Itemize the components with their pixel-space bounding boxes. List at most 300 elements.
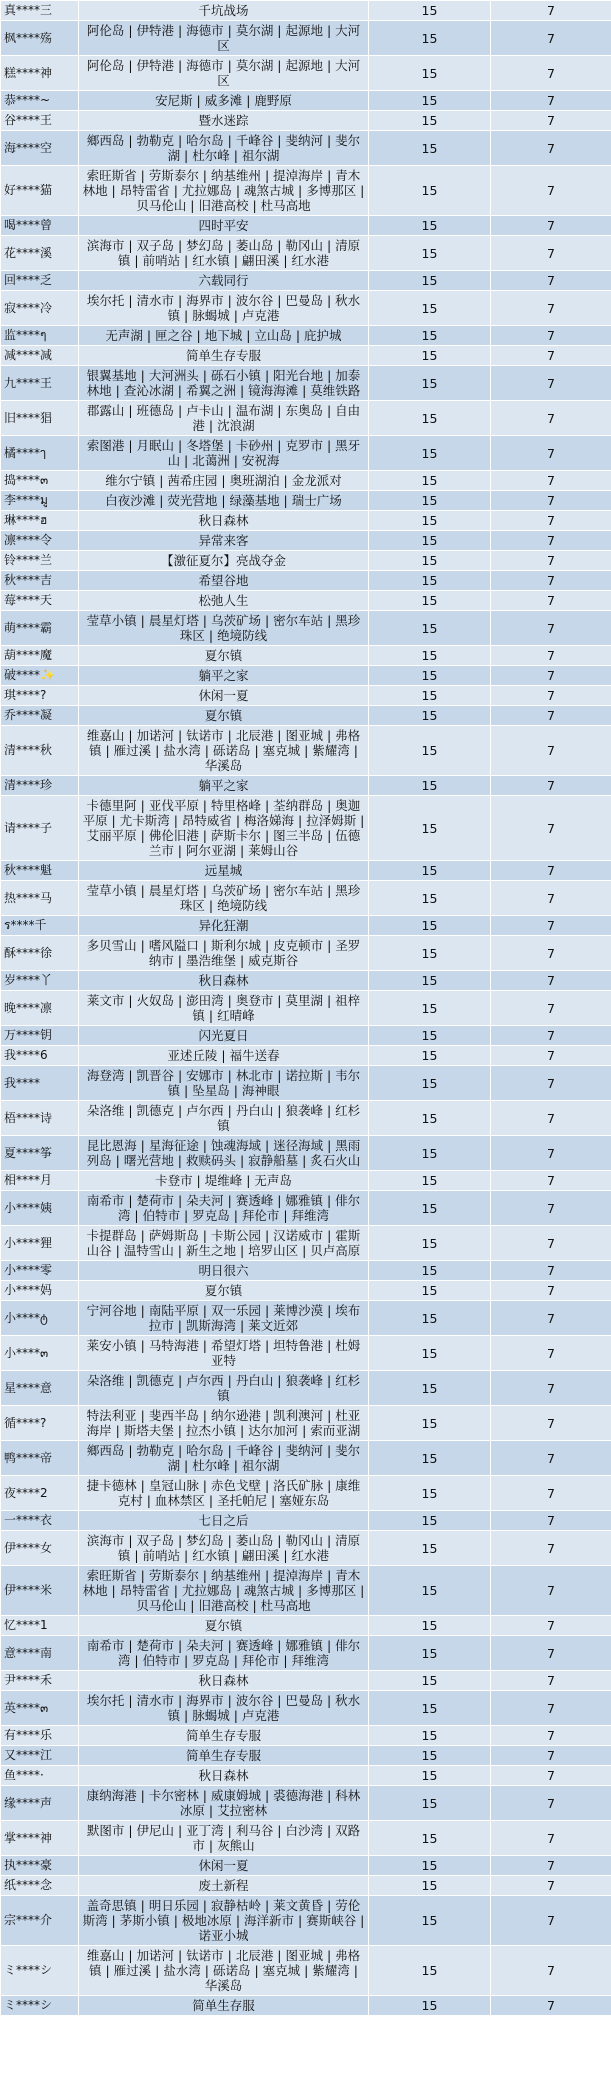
table-row xyxy=(1,91,611,111)
count-cell: 7 xyxy=(491,861,611,881)
count-cell: 7 xyxy=(491,531,611,551)
level-cell: 15 xyxy=(369,1,491,21)
player-name-cell: 铃****兰 xyxy=(1,551,79,571)
server-list-cell: 维嘉山 | 加诺河 | 钛诺市 | 北辰港 | 图亚城 | 弗格镇 | 雁过溪 | 盐水湾 | 砾诺岛 | 塞克城 | 紫耀湾 | 华溪岛 xyxy=(79,1946,369,1996)
count-cell: 7 xyxy=(491,1406,611,1441)
count-cell: 7 xyxy=(491,236,611,271)
level-cell: 15 xyxy=(369,551,491,571)
count-cell: 7 xyxy=(491,1136,611,1171)
count-cell: 7 xyxy=(491,1821,611,1856)
level-cell: 15 xyxy=(369,1026,491,1046)
player-name-cell: 小****零 xyxy=(1,1261,79,1281)
server-list-cell: 安尼斯 | 威多滩 | 鹿野原 xyxy=(79,91,369,111)
table-row xyxy=(1,686,611,706)
table-row xyxy=(1,1136,611,1171)
table-row xyxy=(1,1616,611,1636)
server-list-cell: 七日之后 xyxy=(79,1511,369,1531)
level-cell: 15 xyxy=(369,366,491,401)
count-cell: 7 xyxy=(491,1101,611,1136)
level-cell: 15 xyxy=(369,776,491,796)
server-list-cell: 鄉西岛 | 勃勒克 | 哈尔岛 | 千峰谷 | 斐纳河 | 斐尔湖 | 杜尔峰 | 祖尔湖 xyxy=(79,131,369,166)
server-list-cell: 索旺斯省 | 劳斯泰尔 | 纳基维州 | 提淖海岸 | 青木林地 | 昂特雷省 | 尤拉娜岛 | 魂煞古城 | 多博那区 | 贝马伦山 | 旧港高校 | 杜马高地 xyxy=(79,166,369,216)
level-cell: 15 xyxy=(369,1371,491,1406)
table-row xyxy=(1,1336,611,1371)
level-cell: 15 xyxy=(369,1171,491,1191)
server-list-cell: 埃尔托 | 清水市 | 海界市 | 波尔谷 | 巴曼岛 | 秋水镇 | 脉蝎城 | 卢克港 xyxy=(79,291,369,326)
server-list-cell: 莹草小镇 | 晨星灯塔 | 乌茨矿场 | 密尔车站 | 黑珍珠区 | 绝境防线 xyxy=(79,611,369,646)
server-list-cell: 休闲一夏 xyxy=(79,686,369,706)
player-name-cell: 糕****神 xyxy=(1,56,79,91)
level-cell: 15 xyxy=(369,611,491,646)
table-row xyxy=(1,366,611,401)
server-list-cell: 无声湖 | 匣之谷 | 地下城 | 立山岛 | 庇护城 xyxy=(79,326,369,346)
level-cell: 15 xyxy=(369,591,491,611)
level-cell: 15 xyxy=(369,726,491,776)
table-row xyxy=(1,1856,611,1876)
level-cell: 15 xyxy=(369,326,491,346)
player-name-cell: 小****狸 xyxy=(1,1226,79,1261)
table-row xyxy=(1,491,611,511)
player-name-cell: 请****子 xyxy=(1,796,79,861)
player-name-cell: 又****江 xyxy=(1,1746,79,1766)
player-name-cell: 有****乐 xyxy=(1,1726,79,1746)
level-cell: 15 xyxy=(369,216,491,236)
count-cell: 7 xyxy=(491,796,611,861)
server-list-cell: 秋日森林 xyxy=(79,511,369,531)
count-cell: 7 xyxy=(491,1476,611,1511)
level-cell: 15 xyxy=(369,646,491,666)
level-cell: 15 xyxy=(369,1301,491,1336)
player-name-cell: 小****姨 xyxy=(1,1191,79,1226)
table-row xyxy=(1,611,611,646)
server-list-cell: 维嘉山 | 加诺河 | 钛诺市 | 北辰港 | 图亚城 | 弗格镇 | 雁过溪 | 盐水湾 | 砾诺岛 | 塞克城 | 紫耀湾 | 华溪岛 xyxy=(79,726,369,776)
player-name-cell: 小****妈 xyxy=(1,1281,79,1301)
server-list-cell: 宁河谷地 | 南陆平原 | 双一乐园 | 莱博沙漠 | 埃布拉市 | 凯斯海湾 | 莱文近郊 xyxy=(79,1301,369,1336)
table-row xyxy=(1,1946,611,1996)
table-row xyxy=(1,1821,611,1856)
player-name-cell: 枫****殇 xyxy=(1,21,79,56)
count-cell: 7 xyxy=(491,571,611,591)
level-cell: 15 xyxy=(369,1636,491,1671)
player-name-cell: 寂****冷 xyxy=(1,291,79,326)
server-list-cell: 秋日森林 xyxy=(79,1766,369,1786)
table-row xyxy=(1,131,611,166)
level-cell: 15 xyxy=(369,991,491,1026)
server-list-cell: 夏尔镇 xyxy=(79,1616,369,1636)
level-cell: 15 xyxy=(369,271,491,291)
player-name-cell: 清****珍 xyxy=(1,776,79,796)
server-list-cell: 异化狂潮 xyxy=(79,916,369,936)
level-cell: 15 xyxy=(369,1511,491,1531)
table-row xyxy=(1,1691,611,1726)
level-cell: 15 xyxy=(369,1261,491,1281)
count-cell: 7 xyxy=(491,1766,611,1786)
table-row xyxy=(1,1191,611,1226)
server-list-cell: 秋日森林 xyxy=(79,971,369,991)
table-row xyxy=(1,1636,611,1671)
server-list-cell: 简单生存专服 xyxy=(79,1726,369,1746)
level-cell: 15 xyxy=(369,1066,491,1101)
level-cell: 15 xyxy=(369,111,491,131)
count-cell: 7 xyxy=(491,1996,611,2016)
count-cell: 7 xyxy=(491,1281,611,1301)
count-cell: 7 xyxy=(491,591,611,611)
table-row xyxy=(1,776,611,796)
player-name-cell: 海****空 xyxy=(1,131,79,166)
player-name-cell: 小****๓ xyxy=(1,1336,79,1371)
table-row xyxy=(1,436,611,471)
level-cell: 15 xyxy=(369,511,491,531)
player-name-cell: 鸭****帝 xyxy=(1,1441,79,1476)
table-row xyxy=(1,1511,611,1531)
level-cell: 15 xyxy=(369,1896,491,1946)
level-cell: 15 xyxy=(369,236,491,271)
player-name-cell: 捣****๓ xyxy=(1,471,79,491)
player-name-cell: 琳****ฮ xyxy=(1,511,79,531)
player-name-cell: 意****南 xyxy=(1,1636,79,1671)
player-name-cell: 掌****神 xyxy=(1,1821,79,1856)
level-cell: 15 xyxy=(369,1996,491,2016)
table-row xyxy=(1,511,611,531)
table-row xyxy=(1,291,611,326)
player-name-cell: 凛****令 xyxy=(1,531,79,551)
level-cell: 15 xyxy=(369,1856,491,1876)
player-name-cell: 夜****2 xyxy=(1,1476,79,1511)
player-name-cell: 我**** xyxy=(1,1066,79,1101)
player-name-cell: 花****溪 xyxy=(1,236,79,271)
level-cell: 15 xyxy=(369,1476,491,1511)
server-list-cell: 亚述丘陵 | 福牛送春 xyxy=(79,1046,369,1066)
server-list-cell: 阿伦岛 | 伊特港 | 海德市 | 莫尔湖 | 起源地 | 大河区 xyxy=(79,21,369,56)
count-cell: 7 xyxy=(491,551,611,571)
player-name-cell: 真****三 xyxy=(1,1,79,21)
table-row xyxy=(1,1531,611,1566)
level-cell: 15 xyxy=(369,571,491,591)
server-list-cell: 阿伦岛 | 伊特港 | 海德市 | 莫尔湖 | 起源地 | 大河区 xyxy=(79,56,369,91)
player-name-cell: 小****ტ xyxy=(1,1301,79,1336)
player-name-cell: 萌****霸 xyxy=(1,611,79,646)
table-row xyxy=(1,1766,611,1786)
level-cell: 15 xyxy=(369,1821,491,1856)
count-cell: 7 xyxy=(491,1691,611,1726)
player-name-cell: 梧****诗 xyxy=(1,1101,79,1136)
level-cell: 15 xyxy=(369,936,491,971)
table-row xyxy=(1,551,611,571)
server-list-cell: 简单生存专服 xyxy=(79,1746,369,1766)
player-name-cell: 乔****凝 xyxy=(1,706,79,726)
server-list-cell: 休闲一夏 xyxy=(79,1856,369,1876)
count-cell: 7 xyxy=(491,1786,611,1821)
count-cell: 7 xyxy=(491,91,611,111)
player-name-cell: 秋****魁 xyxy=(1,861,79,881)
count-cell: 7 xyxy=(491,1616,611,1636)
table-row xyxy=(1,1066,611,1101)
table-row xyxy=(1,166,611,216)
server-list-cell: 明日很六 xyxy=(79,1261,369,1281)
level-cell: 15 xyxy=(369,1766,491,1786)
table-row xyxy=(1,56,611,91)
server-list-cell: 异常来客 xyxy=(79,531,369,551)
level-cell: 15 xyxy=(369,1046,491,1066)
table-row xyxy=(1,1896,611,1946)
level-cell: 15 xyxy=(369,291,491,326)
table-row xyxy=(1,861,611,881)
player-name-cell: 伊****米 xyxy=(1,1566,79,1616)
player-name-cell: 宗****介 xyxy=(1,1896,79,1946)
count-cell: 7 xyxy=(491,491,611,511)
server-list-cell: 海登湾 | 凯晋谷 | 安娜市 | 林北市 | 诺拉斯 | 韦尔镇 | 坠星岛 | 海神眼 xyxy=(79,1066,369,1101)
count-cell: 7 xyxy=(491,611,611,646)
server-list-cell: 昆比恩海 | 星海征途 | 蚀魂海域 | 迷径海域 | 黑雨列岛 | 曙光营地 | 救赎码头 | 寂静船墓 | 炙石火山 xyxy=(79,1136,369,1171)
count-cell: 7 xyxy=(491,1261,611,1281)
table-row xyxy=(1,1746,611,1766)
server-list-cell: 松弛人生 xyxy=(79,591,369,611)
level-cell: 15 xyxy=(369,1406,491,1441)
table-row xyxy=(1,1671,611,1691)
level-cell: 15 xyxy=(369,1726,491,1746)
server-list-cell: 捷卡德林 | 皇冠山脉 | 赤色戈壁 | 洛氏矿脉 | 康维克村 | 血林禁区 | 圣托帕尼 | 塞娅东岛 xyxy=(79,1476,369,1511)
table-row xyxy=(1,1281,611,1301)
player-name-cell: 九****王 xyxy=(1,366,79,401)
level-cell: 15 xyxy=(369,1616,491,1636)
server-list-cell: 郡露山 | 班德岛 | 卢卡山 | 温布湖 | 东奥岛 | 自由港 | 沈浪湖 xyxy=(79,401,369,436)
count-cell: 7 xyxy=(491,1441,611,1476)
count-cell: 7 xyxy=(491,1856,611,1876)
level-cell: 15 xyxy=(369,346,491,366)
player-name-cell: 万****钥 xyxy=(1,1026,79,1046)
table-row xyxy=(1,1726,611,1746)
player-name-cell: 鱼****· xyxy=(1,1766,79,1786)
table-row xyxy=(1,216,611,236)
table-row xyxy=(1,706,611,726)
server-list-cell: 南希市 | 楚荷市 | 朵夫河 | 赛透峰 | 娜雅镇 | 俳尔湾 | 伯特市 | 罗克岛 | 拜伦市 | 拜维湾 xyxy=(79,1191,369,1226)
table-row xyxy=(1,1026,611,1046)
server-list-cell: 莱文市 | 火奴岛 | 澎田湾 | 奥登市 | 莫里湖 | 祖梓镇 | 红晴峰 xyxy=(79,991,369,1026)
count-cell: 7 xyxy=(491,1946,611,1996)
count-cell: 7 xyxy=(491,1566,611,1616)
level-cell: 15 xyxy=(369,1876,491,1896)
count-cell: 7 xyxy=(491,1636,611,1671)
count-cell: 7 xyxy=(491,1896,611,1946)
player-name-cell: 葫****魔 xyxy=(1,646,79,666)
level-cell: 15 xyxy=(369,131,491,166)
level-cell: 15 xyxy=(369,1786,491,1821)
count-cell: 7 xyxy=(491,1746,611,1766)
player-name-cell: 破****✨ xyxy=(1,666,79,686)
server-list-cell: 夏尔镇 xyxy=(79,706,369,726)
count-cell: 7 xyxy=(491,56,611,91)
player-name-cell: ミ****シ xyxy=(1,1996,79,2016)
table-row xyxy=(1,1301,611,1336)
level-cell: 15 xyxy=(369,491,491,511)
level-cell: 15 xyxy=(369,881,491,916)
count-cell: 7 xyxy=(491,666,611,686)
server-list-cell: 远星城 xyxy=(79,861,369,881)
server-list-cell: 索图港 | 月眠山 | 冬塔堡 | 卡砂州 | 克罗市 | 黑牙山 | 北蔼洲 | 安祝海 xyxy=(79,436,369,471)
table-row xyxy=(1,591,611,611)
server-list-cell: 埃尔托 | 清水市 | 海界市 | 波尔谷 | 巴曼岛 | 秋水镇 | 脉蝎城 | 卢克港 xyxy=(79,1691,369,1726)
table-row xyxy=(1,1996,611,2016)
count-cell: 7 xyxy=(491,881,611,916)
player-name-cell: 监****ๆ xyxy=(1,326,79,346)
count-cell: 7 xyxy=(491,401,611,436)
count-cell: 7 xyxy=(491,511,611,531)
server-list-cell: 特法利亚 | 斐西半岛 | 纳尔逊港 | 凯利澳河 | 杜亚海岸 | 斯塔夫堡 | 拉杰小镇 | 达尔加河 | 索而亚湖 xyxy=(79,1406,369,1441)
count-cell: 7 xyxy=(491,271,611,291)
server-list-cell: 躺平之家 xyxy=(79,776,369,796)
level-cell: 15 xyxy=(369,1671,491,1691)
player-name-cell: 缘****声 xyxy=(1,1786,79,1821)
table-row xyxy=(1,471,611,491)
count-cell: 7 xyxy=(491,646,611,666)
table-row xyxy=(1,1476,611,1511)
level-cell: 15 xyxy=(369,686,491,706)
count-cell: 7 xyxy=(491,216,611,236)
table-row xyxy=(1,991,611,1026)
player-name-cell: 橘****ๅ xyxy=(1,436,79,471)
server-list-cell: 秋日森林 xyxy=(79,1671,369,1691)
server-list-cell: 朵洛维 | 凯德克 | 卢尔西 | 丹白山 | 狼袭峰 | 红杉镇 xyxy=(79,1101,369,1136)
server-list-cell: 滨海市 | 双子岛 | 梦幻岛 | 萎山岛 | 勒冈山 | 清原镇 | 前哨站 | 红水镇 | 翩田溪 | 红水港 xyxy=(79,236,369,271)
player-name-cell: 伊****女 xyxy=(1,1531,79,1566)
server-list-cell: 莹草小镇 | 晨星灯塔 | 乌茨矿场 | 密尔车站 | 黑珍珠区 | 绝境防线 xyxy=(79,881,369,916)
count-cell: 7 xyxy=(491,291,611,326)
count-cell: 7 xyxy=(491,346,611,366)
table-row xyxy=(1,971,611,991)
table-row xyxy=(1,236,611,271)
server-list-cell: 卡登市 | 堤维峰 | 无声岛 xyxy=(79,1171,369,1191)
level-cell: 15 xyxy=(369,56,491,91)
server-list-cell: 六载同行 xyxy=(79,271,369,291)
count-cell: 7 xyxy=(491,1226,611,1261)
player-name-cell: 喝****曾 xyxy=(1,216,79,236)
player-name-cell: 晚****凛 xyxy=(1,991,79,1026)
table-row xyxy=(1,401,611,436)
count-cell: 7 xyxy=(491,166,611,216)
table-row xyxy=(1,1171,611,1191)
table-row xyxy=(1,1261,611,1281)
count-cell: 7 xyxy=(491,326,611,346)
server-list-cell: 【激征夏尔】亮战夺金 xyxy=(79,551,369,571)
level-cell: 15 xyxy=(369,796,491,861)
table-row xyxy=(1,1406,611,1441)
server-list-cell: 朵洛维 | 凯德克 | 卢尔西 | 丹白山 | 狼袭峰 | 红杉镇 xyxy=(79,1371,369,1406)
table-row xyxy=(1,646,611,666)
player-name-cell: 李****มู xyxy=(1,491,79,511)
count-cell: 7 xyxy=(491,776,611,796)
player-name-cell: 秋****吉 xyxy=(1,571,79,591)
player-name-cell: 忆****1 xyxy=(1,1616,79,1636)
count-cell: 7 xyxy=(491,1191,611,1226)
server-list-cell: 银翼基地 | 大河洲头 | 砾石小镇 | 阳光台地 | 加泰林地 | 查沁冰湖 | 希翼之洲 | 镜海海滩 | 莫维铁路 xyxy=(79,366,369,401)
server-list-cell: 盖奇思镇 | 明日乐园 | 寂静枯岭 | 莱文黄昏 | 劳伦斯湾 | 茅斯小镇 | 极地冰原 | 海洋新市 | 赛斯峡谷 | 诺亚小城 xyxy=(79,1896,369,1946)
count-cell: 7 xyxy=(491,1511,611,1531)
table-row xyxy=(1,346,611,366)
level-cell: 15 xyxy=(369,436,491,471)
server-list-cell: 鄉西岛 | 勃勒克 | 哈尔岛 | 千峰谷 | 斐纳河 | 斐尔湖 | 杜尔峰 | 祖尔湖 xyxy=(79,1441,369,1476)
level-cell: 15 xyxy=(369,861,491,881)
player-name-cell: 尹****禾 xyxy=(1,1671,79,1691)
count-cell: 7 xyxy=(491,726,611,776)
level-cell: 15 xyxy=(369,706,491,726)
player-name-cell: 我****6 xyxy=(1,1046,79,1066)
player-name-cell: 星****意 xyxy=(1,1371,79,1406)
level-cell: 15 xyxy=(369,1226,491,1261)
server-list-cell: 白夜沙滩 | 荧光营地 | 绿藻基地 | 瑞士广场 xyxy=(79,491,369,511)
server-list-cell: 南希市 | 楚荷市 | 朵夫河 | 赛透峰 | 娜雅镇 | 俳尔湾 | 伯特市 | 罗克岛 | 拜伦市 | 拜维湾 xyxy=(79,1636,369,1671)
level-cell: 15 xyxy=(369,971,491,991)
player-name-cell: 谷****王 xyxy=(1,111,79,131)
level-cell: 15 xyxy=(369,531,491,551)
player-name-cell: 岁****丫 xyxy=(1,971,79,991)
server-list-cell: 卡提群岛 | 萨姆斯岛 | 卡斯公园 | 汉诺威市 | 霍斯山谷 | 温特雪山 | 新生之地 | 培罗山区 | 贝卢高原 xyxy=(79,1226,369,1261)
server-list-cell: 希望谷地 xyxy=(79,571,369,591)
server-list-cell: 千坑战场 xyxy=(79,1,369,21)
count-cell: 7 xyxy=(491,1671,611,1691)
server-list-cell: 简单生存服 xyxy=(79,1996,369,2016)
table-row xyxy=(1,271,611,291)
level-cell: 15 xyxy=(369,1566,491,1616)
server-list-cell: 闪光夏日 xyxy=(79,1026,369,1046)
player-name-cell: 执****豪 xyxy=(1,1856,79,1876)
level-cell: 15 xyxy=(369,916,491,936)
player-name-cell: 莓****天 xyxy=(1,591,79,611)
server-list-cell: 废土新程 xyxy=(79,1876,369,1896)
count-cell: 7 xyxy=(491,1876,611,1896)
count-cell: 7 xyxy=(491,1301,611,1336)
count-cell: 7 xyxy=(491,1046,611,1066)
count-cell: 7 xyxy=(491,936,611,971)
server-list-cell: 四时平安 xyxy=(79,216,369,236)
count-cell: 7 xyxy=(491,436,611,471)
count-cell: 7 xyxy=(491,1726,611,1746)
count-cell: 7 xyxy=(491,1,611,21)
player-name-cell: 旧****猖 xyxy=(1,401,79,436)
player-name-cell: 夏****筝 xyxy=(1,1136,79,1171)
level-cell: 15 xyxy=(369,666,491,686)
count-cell: 7 xyxy=(491,1066,611,1101)
count-cell: 7 xyxy=(491,991,611,1026)
table-row xyxy=(1,1441,611,1476)
player-name-cell: 回****乏 xyxy=(1,271,79,291)
server-list-cell: 简单生存专服 xyxy=(79,346,369,366)
player-name-cell: 清****秋 xyxy=(1,726,79,776)
count-cell: 7 xyxy=(491,706,611,726)
player-name-cell: 琪****? xyxy=(1,686,79,706)
level-cell: 15 xyxy=(369,401,491,436)
table-row xyxy=(1,1876,611,1896)
count-cell: 7 xyxy=(491,1371,611,1406)
server-list-cell: 躺平之家 xyxy=(79,666,369,686)
table-body xyxy=(1,1,611,2016)
player-name-cell: 英****๓ xyxy=(1,1691,79,1726)
count-cell: 7 xyxy=(491,21,611,56)
server-list-cell: 多贝雪山 | 嗜风隘口 | 斯利尔城 | 皮克顿市 | 圣罗纳市 | 墨浩维堡 | 威克斯谷 xyxy=(79,936,369,971)
count-cell: 7 xyxy=(491,111,611,131)
count-cell: 7 xyxy=(491,471,611,491)
table-row xyxy=(1,531,611,551)
table-row xyxy=(1,1371,611,1406)
table-row xyxy=(1,1046,611,1066)
level-cell: 15 xyxy=(369,1441,491,1476)
count-cell: 7 xyxy=(491,1171,611,1191)
level-cell: 15 xyxy=(369,1946,491,1996)
player-name-cell: 相****月 xyxy=(1,1171,79,1191)
count-cell: 7 xyxy=(491,1026,611,1046)
table-row xyxy=(1,326,611,346)
table-row xyxy=(1,666,611,686)
server-list-cell: 莱安小镇 | 马特海港 | 希望灯塔 | 坦特鲁港 | 杜姆亚特 xyxy=(79,1336,369,1371)
